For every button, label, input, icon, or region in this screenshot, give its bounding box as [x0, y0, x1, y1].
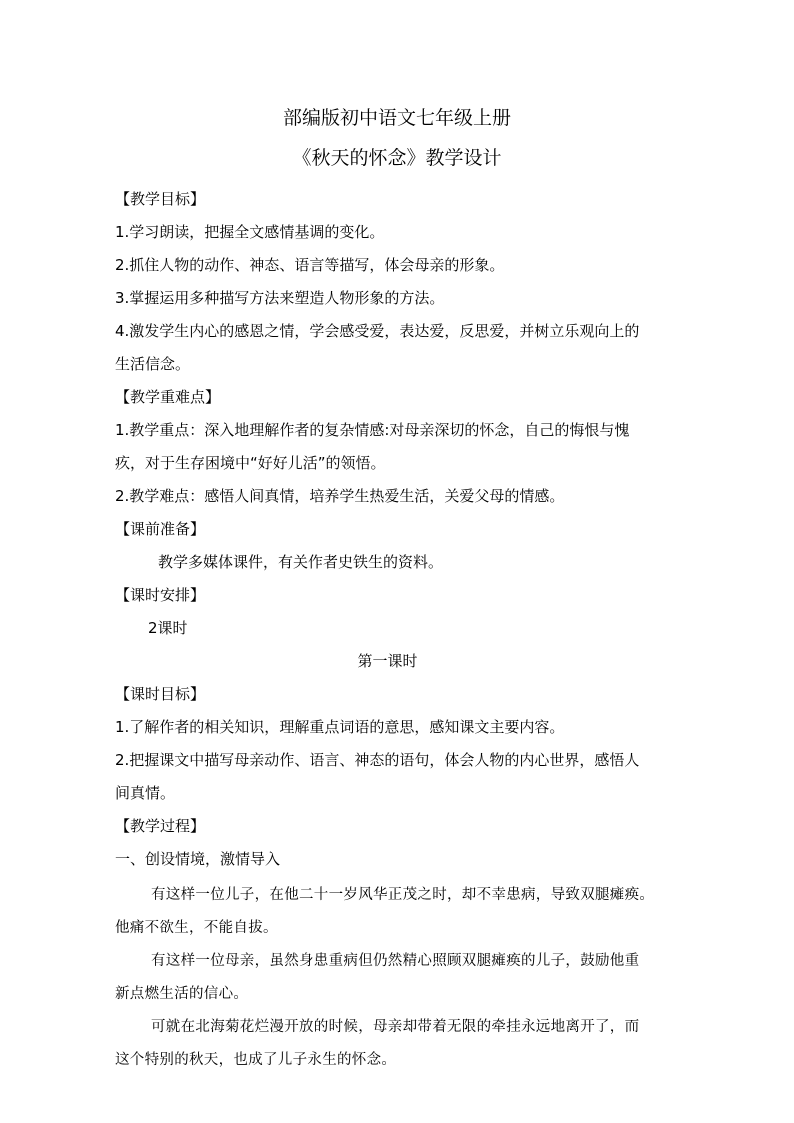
section-heading-preparation: 【课前准备】 [115, 520, 206, 538]
section-heading-goals: 【教学目标】 [115, 190, 206, 208]
story-paragraph-line: 有这样一位儿子，在他二十一岁风华正茂之时，却不幸患病，导致双腿瘫痪。 [151, 887, 655, 903]
lesson-goal-item: 1.了解作者的相关知识，理解重点词语的意思，感知课文主要内容。 [115, 718, 565, 736]
goal-item: 2.抓住人物的动作、神态、语言等描写，体会母亲的形象。 [115, 256, 505, 274]
story-paragraph-line: 新点燃生活的信心。 [115, 986, 249, 1002]
key-point-item-continuation: 疚，对于生存困境中“好好儿活”的领悟。 [115, 454, 386, 472]
story-paragraph-line: 这个特别的秋天，也成了儿子永生的怀念。 [115, 1052, 397, 1068]
section-heading-process: 【教学过程】 [115, 817, 206, 835]
lesson-goal-item: 2.把握课文中描写母亲动作、语言、神态的语句，体会人物的内心世界，感悟人 [115, 751, 640, 769]
story-paragraph-line: 他痛不欲生，不能自拔。 [115, 920, 278, 936]
goal-item: 3.掌握运用多种描写方法来塑造人物形象的方法。 [115, 289, 445, 307]
lesson-title: 第一课时 [357, 652, 418, 670]
process-step-heading: 一、创设情境，激情导入 [115, 850, 281, 868]
document-title: 部编版初中语文七年级上册 [282, 107, 511, 129]
document-body [115, 183, 680, 1077]
goal-item-continuation: 生活信念。 [115, 355, 191, 373]
schedule-text: 2课时 [148, 619, 188, 637]
section-heading-lesson-goals: 【课时目标】 [115, 685, 206, 703]
section-heading-schedule: 【课时安排】 [115, 586, 206, 604]
section-heading-key-points: 【教学重难点】 [115, 388, 221, 406]
story-paragraph-line: 有这样一位母亲，虽然身患重病但仍然精心照顾双腿瘫痪的儿子，鼓励他重 [151, 953, 640, 969]
goal-item: 4.激发学生内心的感恩之情，学会感受爱，表达爱，反思爱，并树立乐观向上的 [115, 322, 640, 340]
lesson-goal-item-continuation: 间真情。 [115, 784, 176, 802]
document-subtitle: 《秋天的怀念》教学设计 [292, 147, 502, 169]
key-point-item: 1.教学重点：深入地理解作者的复杂情感:对母亲深切的怀念，自己的悔恨与愧 [115, 421, 630, 439]
preparation-text: 教学多媒体课件，有关作者史铁生的资料。 [158, 553, 444, 571]
goal-item: 1.学习朗读，把握全文感情基调的变化。 [115, 223, 385, 241]
key-point-item: 2.教学难点：感悟人间真情，培养学生热爱生活，关爱父母的情感。 [115, 487, 565, 505]
story-paragraph-line: 可就在北海菊花烂漫开放的时候，母亲却带着无限的牵挂永远地离开了，而 [151, 1019, 640, 1035]
